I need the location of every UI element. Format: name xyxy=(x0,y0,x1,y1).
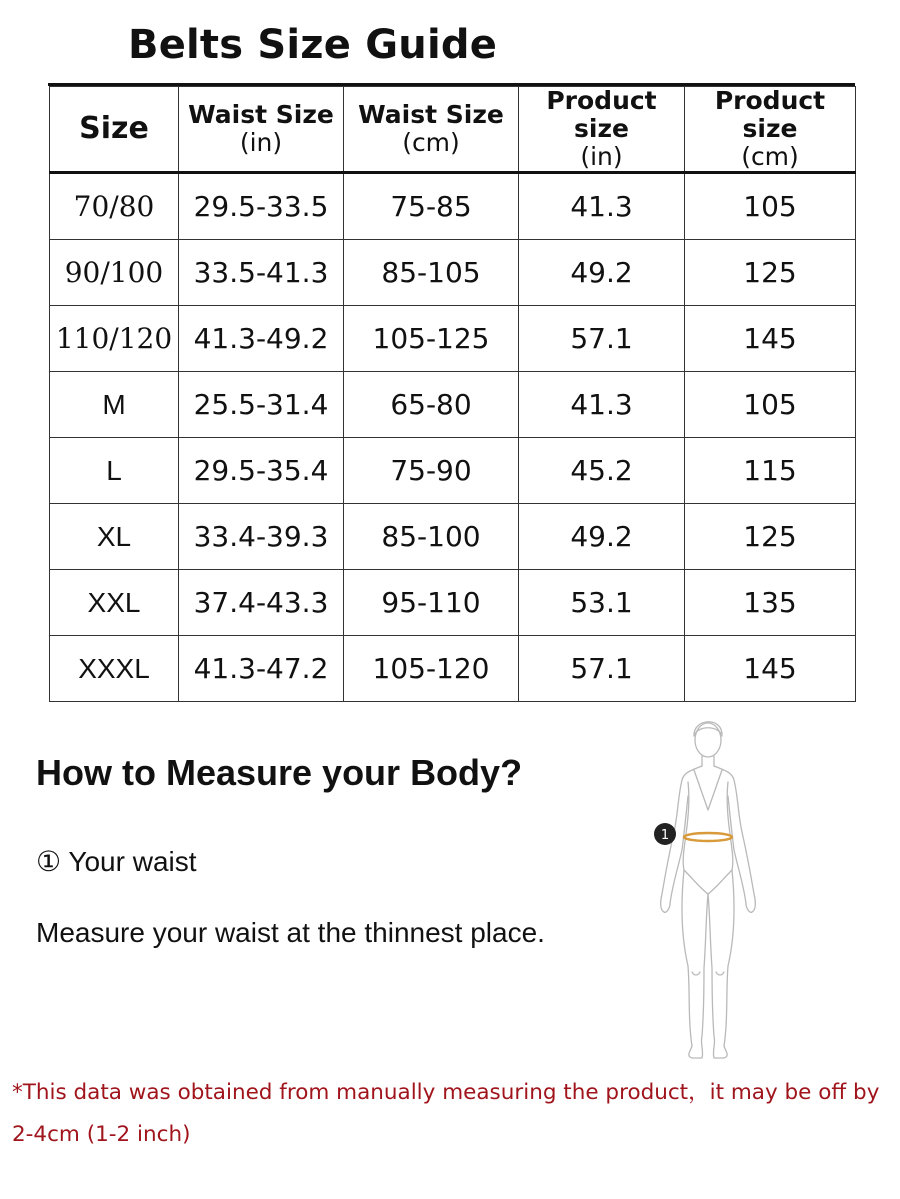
cell-product-cm: 105 xyxy=(685,372,856,438)
cell-waist-in: 33.5-41.3 xyxy=(179,240,344,306)
cell-product-in: 41.3 xyxy=(519,372,685,438)
cell-waist-in: 25.5-31.4 xyxy=(179,372,344,438)
table-row xyxy=(50,173,856,240)
cell-size: L xyxy=(50,438,179,504)
cell-product-cm: 145 xyxy=(685,306,856,372)
body-outline-icon xyxy=(648,710,768,1065)
cell-waist-in: 29.5-35.4 xyxy=(179,438,344,504)
cell-waist-cm: 95-110 xyxy=(344,570,519,636)
cell-product-cm: 145 xyxy=(685,636,856,702)
waist-marker-number: 1 xyxy=(660,828,670,843)
cell-waist-in: 41.3-49.2 xyxy=(179,306,344,372)
header-waist-in: Waist Size (in) xyxy=(179,87,344,173)
cell-product-in: 57.1 xyxy=(519,306,685,372)
cell-size: XXXL xyxy=(50,636,179,702)
cell-product-cm: 105 xyxy=(685,173,856,240)
cell-waist-in: 37.4-43.3 xyxy=(179,570,344,636)
table-row xyxy=(50,438,856,504)
table-row xyxy=(50,504,856,570)
measure-heading: How to Measure your Body? xyxy=(36,752,523,793)
header-product-cm: Product size (cm) xyxy=(685,87,856,173)
header-product-in: Product size (in) xyxy=(519,87,685,173)
cell-size: 70/80 xyxy=(50,173,179,240)
page-title: Belts Size Guide xyxy=(128,22,498,68)
header-waist-cm: Waist Size (cm) xyxy=(344,87,519,173)
size-table xyxy=(49,86,856,702)
table-row xyxy=(50,570,856,636)
cell-size: XXL xyxy=(50,570,179,636)
cell-product-in: 57.1 xyxy=(519,636,685,702)
table-header-row xyxy=(50,87,856,173)
cell-waist-cm: 85-105 xyxy=(344,240,519,306)
table-row xyxy=(50,636,856,702)
cell-size: XL xyxy=(50,504,179,570)
cell-size: 110/120 xyxy=(50,306,179,372)
cell-waist-cm: 75-85 xyxy=(344,173,519,240)
cell-product-in: 53.1 xyxy=(519,570,685,636)
cell-product-cm: 125 xyxy=(685,504,856,570)
cell-product-cm: 125 xyxy=(685,240,856,306)
cell-waist-cm: 105-125 xyxy=(344,306,519,372)
cell-waist-in: 33.4-39.3 xyxy=(179,504,344,570)
waist-instruction: Measure your waist at the thinnest place. xyxy=(36,917,545,948)
table-row xyxy=(50,306,856,372)
cell-product-cm: 115 xyxy=(685,438,856,504)
cell-product-in: 41.3 xyxy=(519,173,685,240)
cell-waist-in: 41.3-47.2 xyxy=(179,636,344,702)
cell-product-cm: 135 xyxy=(685,570,856,636)
disclaimer-note: *This data was obtained from manually measuring the product，it may be off by 2-4cm (1-2 inch) xyxy=(12,1080,880,1147)
table-row xyxy=(50,372,856,438)
cell-waist-cm: 65-80 xyxy=(344,372,519,438)
waist-step-label: ① Your waist xyxy=(36,846,197,877)
cell-waist-cm: 105-120 xyxy=(344,636,519,702)
cell-waist-cm: 85-100 xyxy=(344,504,519,570)
cell-product-in: 49.2 xyxy=(519,240,685,306)
cell-waist-in: 29.5-33.5 xyxy=(179,173,344,240)
table-row xyxy=(50,240,856,306)
header-size: Size xyxy=(50,87,179,173)
cell-product-in: 49.2 xyxy=(519,504,685,570)
cell-product-in: 45.2 xyxy=(519,438,685,504)
cell-size: M xyxy=(50,372,179,438)
cell-size: 90/100 xyxy=(50,240,179,306)
cell-waist-cm: 75-90 xyxy=(344,438,519,504)
